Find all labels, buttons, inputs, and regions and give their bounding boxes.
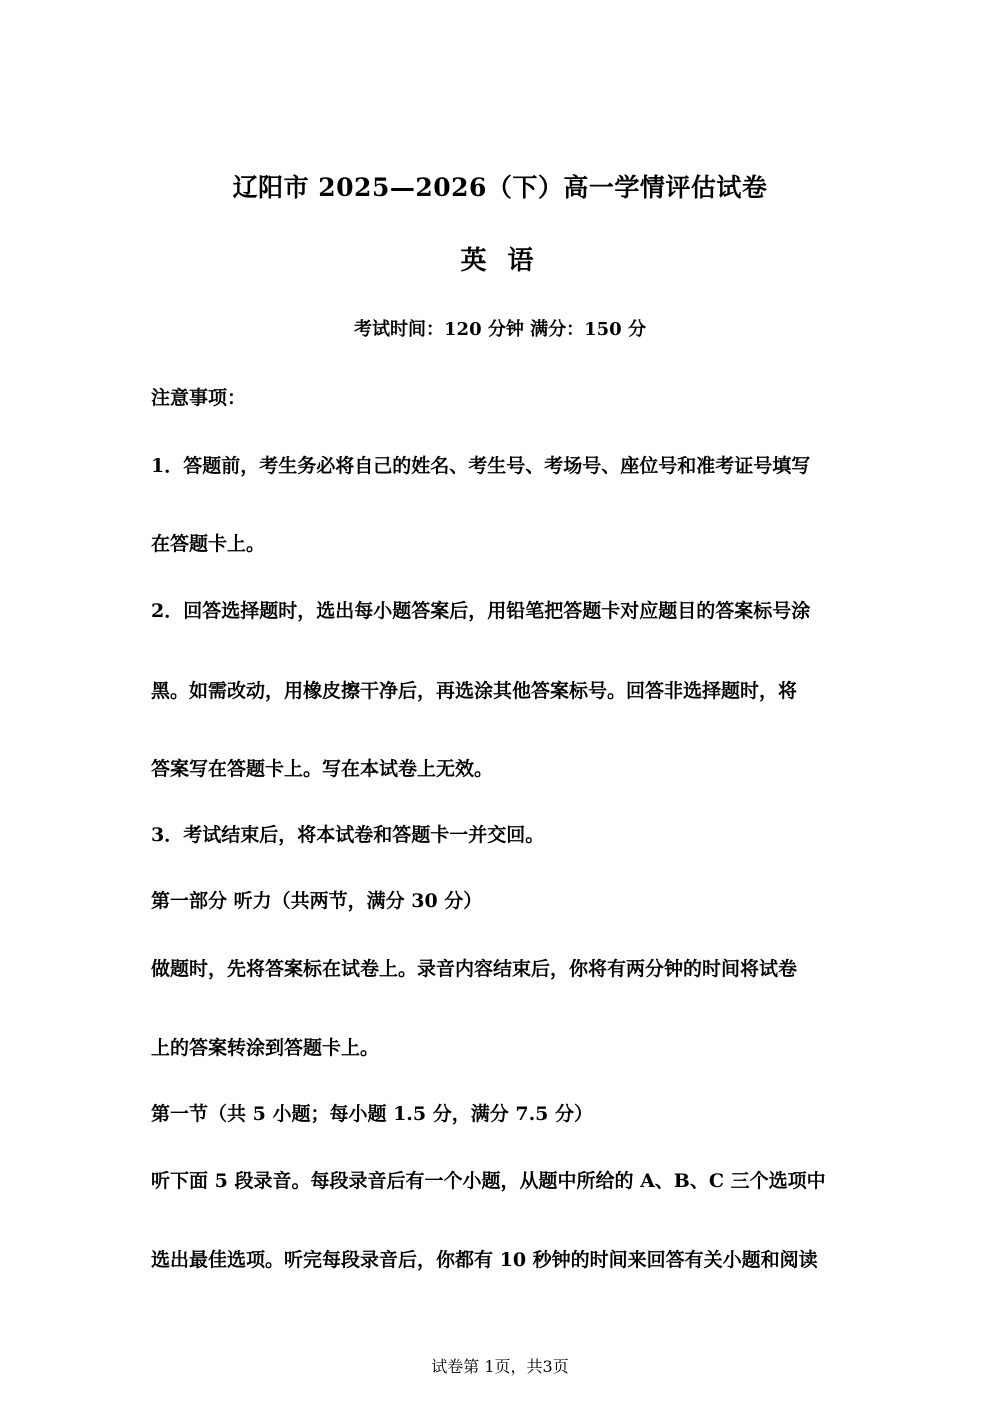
section1-heading: 第一节（共 5 小题；每小题 1.5 分，满分 7.5 分） — [151, 1103, 594, 1125]
note-item-2-line-1: 2．回答选择题时，选出每小题答案后，用铅笔把答题卡对应题目的答案标号涂 — [151, 600, 811, 622]
section1-instruction-line-2: 选出最佳选项。听完每段录音后，你都有 10 秒钟的时间来回答有关小题和阅读 — [151, 1249, 818, 1271]
part1-intro-line-2: 上的答案转涂到答题卡上。 — [151, 1037, 380, 1059]
exam-title: 辽阳市 2025—2026（下）高一学情评估试卷 — [232, 173, 768, 202]
part1-intro-line-1: 做题时，先将答案标在试卷上。录音内容结束后，你将有两分钟的时间将试卷 — [151, 958, 798, 980]
note-item-2-line-3: 答案写在答题卡上。写在本试卷上无效。 — [151, 758, 494, 780]
page-footer: 试卷第 1页，共3页 — [431, 1357, 569, 1376]
subject-title: 英 语 — [460, 246, 540, 276]
note-item-2-line-2: 黑。如需改动，用橡皮擦干净后，再选涂其他答案标号。回答非选择题时，将 — [151, 680, 798, 702]
notes-heading: 注意事项： — [151, 387, 247, 409]
note-item-3: 3．考试结束后，将本试卷和答题卡一并交回。 — [151, 824, 545, 846]
section1-instruction-line-1: 听下面 5 段录音。每段录音后有一个小题，从题中所给的 A、B、C 三个选项中 — [151, 1170, 826, 1192]
note-item-1-line-1: 1．答题前，考生务必将自己的姓名、考生号、考场号、座位号和准考证号填写 — [151, 455, 811, 477]
part1-heading: 第一部分 听力（共两节，满分 30 分） — [151, 890, 483, 912]
exam-time-info: 考试时间：120 分钟 满分：150 分 — [354, 319, 646, 340]
note-item-1-line-2: 在答题卡上。 — [151, 533, 266, 555]
